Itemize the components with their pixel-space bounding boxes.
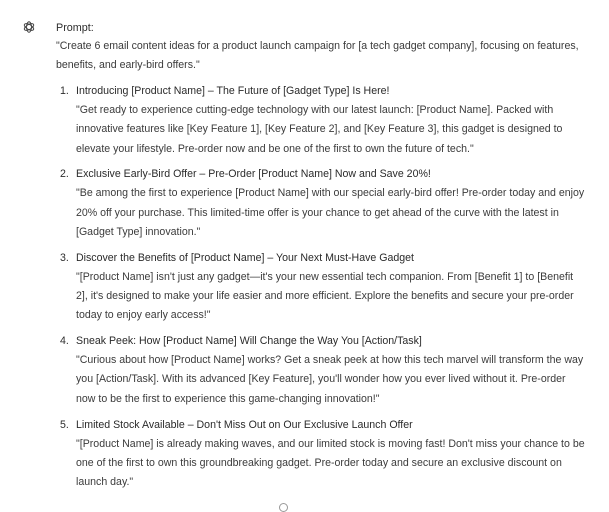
list-item-number: 1. <box>60 85 69 97</box>
idea-title: Introducing [Product Name] – The Future of [Gadget Type] Is Here! <box>76 85 390 97</box>
list-item <box>56 165 586 242</box>
list-item <box>56 249 586 326</box>
response-content <box>56 19 586 499</box>
list-item-number: 4. <box>60 335 69 348</box>
list-item <box>56 416 586 493</box>
idea-title: Sneak Peek: How [Product Name] Will Change the Way You [Action/Task] <box>76 335 422 348</box>
list-item <box>56 82 586 159</box>
list-item-number: 3. <box>60 251 69 264</box>
list-item <box>56 332 586 409</box>
list-item-number: 2. <box>60 168 69 181</box>
prompt-text: "Create 6 email content ideas for a product launch campaign for [a tech gadget company], focusing on features, benefits, and early-bird offers." <box>56 40 579 71</box>
prompt-label: Prompt: <box>56 22 94 34</box>
idea-body: "Be among the first to experience [Product Name] with our special early-bird offer! Pre-order today and enjoy 20% off your purchase. This limited-time offer is your chance to get ahead of the curve with the latest in [Gadget Type] innovation." <box>76 187 585 238</box>
idea-body: "[Product Name] is already making waves, and our limited stock is moving fast! Don't miss your chance to be one of the first to own this groundbreaking gadget. Pre-order today and secure an exclusive discount on launch day." <box>76 437 585 489</box>
email-ideas-list <box>56 82 586 492</box>
list-item-number: 5. <box>60 418 69 431</box>
idea-title: Limited Stock Available – Don't Miss Out on Our Exclusive Launch Offer <box>76 418 413 431</box>
openai-logo-icon <box>22 20 36 34</box>
idea-title: Discover the Benefits of [Product Name] – Your Next Must-Have Gadget <box>76 251 414 264</box>
idea-body: "[Product Name] isn't just any gadget—it's your new essential tech companion. From [Benefit 1] to [Benefit 2], it's designed to make your life easier and more efficient. Explore the benefits and secure your pre-order today to enjoy early access!" <box>76 270 574 322</box>
idea-body: "Curious about how [Product Name] works? Get a sneak peek at how this tech marvel will transform the way you [Action/Task]. With its advanced [Key Feature], you'll wonder how you ever lived without it. Pre-order now to be the first to experience this game-changing innovation!" <box>76 354 584 405</box>
idea-title: Exclusive Early-Bird Offer – Pre-Order [Product Name] Now and Save 20%! <box>76 168 431 181</box>
idea-body: "Get ready to experience cutting-edge technology with our latest launch: [Product Name]. Packed with innovative features like [Key Feature 1], [Key Feature 2], and [Key Feature 3], this gadget is designed to elevate your lifestyle. Pre-order now and be one of the first to own the future of tech." <box>76 104 563 155</box>
